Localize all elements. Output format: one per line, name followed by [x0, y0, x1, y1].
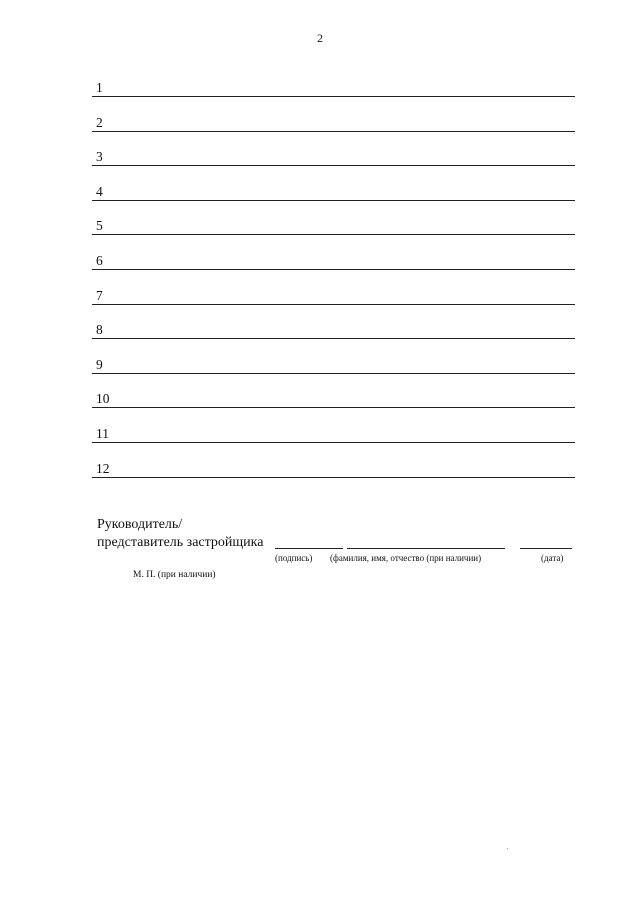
numbered-lines	[92, 78, 575, 478]
fill-line-10[interactable]	[92, 374, 575, 409]
date-blank[interactable]	[520, 534, 572, 549]
fill-line-12[interactable]	[92, 443, 575, 478]
line-number: 2	[96, 114, 103, 130]
fill-line-6[interactable]	[92, 235, 575, 270]
fill-line-9[interactable]	[92, 339, 575, 374]
signatory-label: представитель застройщика	[97, 535, 264, 550]
line-number: 9	[96, 356, 103, 372]
fill-line-8[interactable]	[92, 305, 575, 340]
line-number: 10	[96, 391, 110, 407]
fill-line-3[interactable]	[92, 132, 575, 167]
fill-line-11[interactable]	[92, 408, 575, 443]
fill-line-4[interactable]	[92, 166, 575, 201]
signatory-title: Руководитель/	[97, 517, 183, 532]
fill-line-2[interactable]	[92, 97, 575, 132]
fill-line-7[interactable]	[92, 270, 575, 305]
line-number: 7	[96, 287, 103, 303]
line-number: 12	[96, 460, 110, 476]
scan-speck	[507, 848, 508, 849]
caption-name: (фамилия, имя, отчество (при наличии)	[330, 553, 482, 563]
fill-line-1[interactable]	[92, 78, 575, 97]
line-number: 6	[96, 252, 103, 268]
signature-block	[97, 516, 577, 565]
line-number: 4	[96, 183, 103, 199]
line-number: 1	[96, 80, 103, 95]
line-number: 5	[96, 218, 103, 234]
caption-date: (дата)	[541, 553, 564, 563]
name-blank[interactable]	[347, 534, 505, 549]
stamp-note: М. П. (при наличии)	[133, 570, 216, 580]
line-number: 8	[96, 322, 103, 338]
page-number: 2	[317, 31, 323, 45]
line-number: 11	[96, 425, 109, 441]
signature-blank[interactable]	[275, 534, 343, 549]
caption-signature: (подпись)	[275, 553, 313, 563]
field-captions	[97, 551, 577, 565]
signatory-row	[97, 533, 577, 551]
line-number: 3	[96, 149, 103, 165]
fill-line-5[interactable]	[92, 201, 575, 236]
